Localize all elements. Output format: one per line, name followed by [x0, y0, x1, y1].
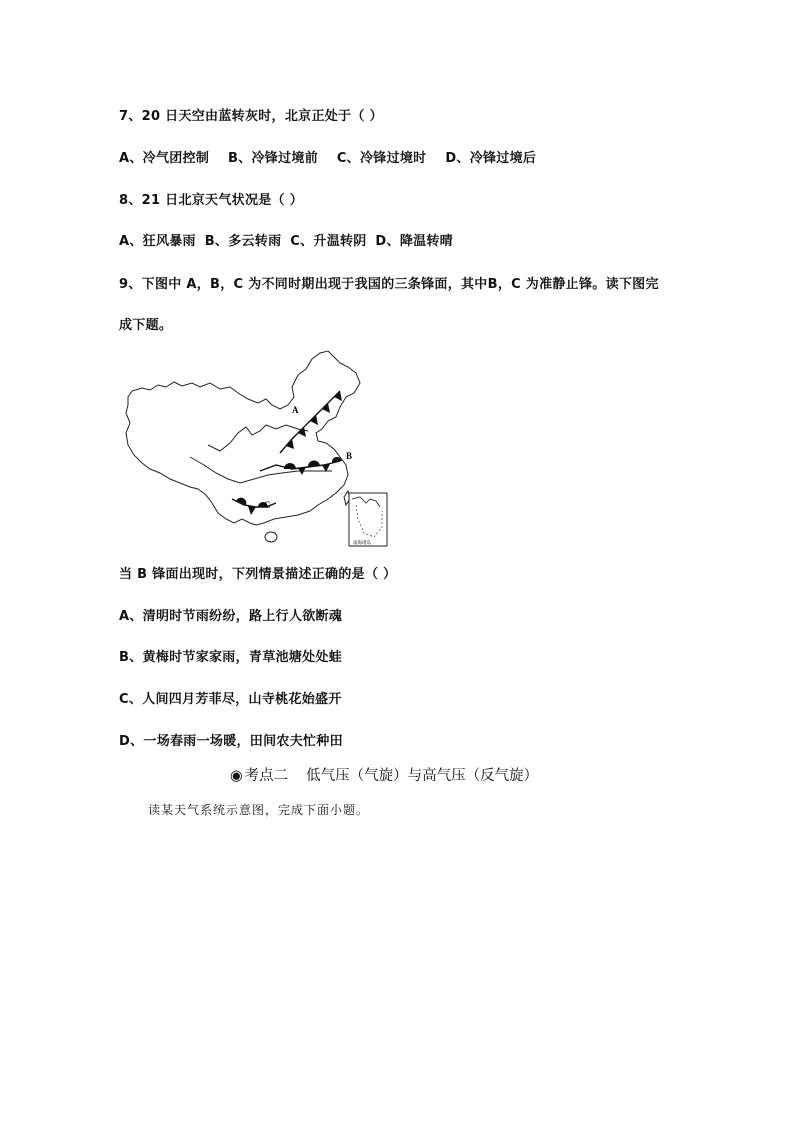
q9-option-d: D、一场春雨一场暖，田间农夫忙种田 — [119, 734, 343, 749]
q9-option-b: B、黄梅时节家家雨，青草池塘处处蛙 — [119, 650, 343, 665]
section-heading — [230, 764, 538, 785]
china-fronts-map — [120, 347, 390, 550]
front-c-triangle — [248, 506, 256, 515]
front-b-label: B — [346, 451, 353, 461]
q8-option-c: C、升温转阴 — [290, 234, 367, 249]
q8-option-a: A、狂风暴雨 — [119, 234, 196, 249]
bullet-icon: ◉ — [230, 768, 243, 784]
q7-option-a: A、冷气团控制 — [119, 151, 210, 166]
q8-option-b: B、多云转雨 — [204, 234, 282, 249]
front-c-label: C — [264, 500, 271, 510]
q9-stem-line1: 9、下图中 A，B，C 为不同时期出现于我国的三条锋面，其中B，C 为准静止锋。读下图完 — [119, 277, 659, 292]
intro-text: 读某天气系统示意图，完成下面小题。 — [148, 803, 370, 817]
q7-options — [119, 151, 550, 167]
q9-stem-line2: 成下题。 — [119, 318, 173, 333]
front-a-label: A — [292, 405, 299, 415]
front-b-semicircle — [284, 463, 296, 469]
section-number: 考点二 — [244, 768, 289, 784]
q7-option-d: D、冷锋过境后 — [445, 151, 537, 166]
q8-stem: 8、21 日北京天气状况是（ ） — [119, 193, 303, 208]
section-title: 低气压（气旋）与高气压（反气旋） — [306, 768, 539, 784]
q7-option-b: B、冷锋过境前 — [228, 151, 319, 166]
q9-option-c: C、人间四月芳菲尽，山寺桃花始盛开 — [119, 692, 342, 707]
q8-options — [119, 234, 467, 250]
q9-sub-stem: 当 B 锋面出现时，下列情景描述正确的是（ ） — [119, 567, 397, 582]
hainan-island — [265, 532, 277, 542]
q8-option-d: D、降温转晴 — [375, 234, 454, 249]
front-b-semicircle — [308, 460, 320, 467]
q7-option-c: C、冷锋过境时 — [336, 151, 427, 166]
inset-label: 南海诸岛 — [353, 541, 371, 546]
q9-option-a: A、清明时节雨纷纷，路上行人欲断魂 — [119, 609, 343, 624]
q7-stem: 7、20 日天空由蓝转灰时，北京正处于（ ） — [119, 109, 383, 124]
